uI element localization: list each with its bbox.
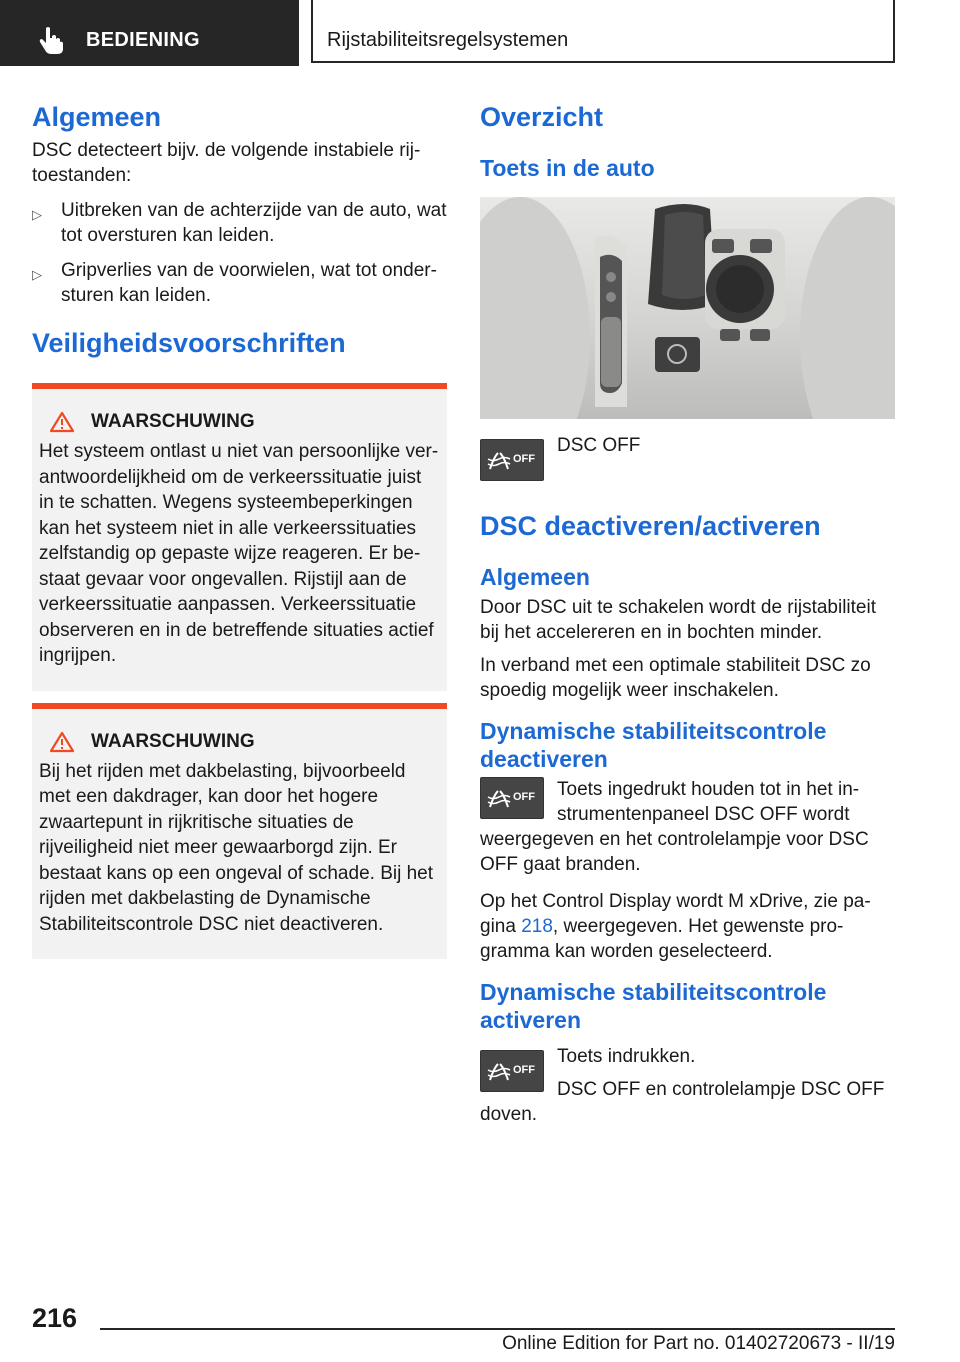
section-title: BEDIENING bbox=[86, 29, 200, 51]
warning-text: Bij het rijden met dakbelasting, bijvoorbeeld met een dakdrager, kan door het hogere zwaartepunt in rijkritische situaties de rijveiligheid niet meer gewaarborgd zijn. Er bestaat kans op een ongeval of schade. Bij het rijden met dakbelasting de Dynamische Stabiliteitscontrole DSC niet deactiveren. bbox=[39, 760, 433, 935]
list-item bbox=[32, 258, 447, 308]
deactivate-heading: DSC deactiveren/activeren bbox=[480, 511, 821, 541]
warning-text: Het systeem ontlast u niet van persoonlijke verantwoordelijkheid om de verkeerssituatie juist in te schatten. Wegens systeembeperkingen kan het systeem niet in alle verkeerssituaties zelfstandig op gepaste wijze reageren. Er bestaat gevaar voor ongevallen. Rijstijl aan de verkeerssituatie aanpassen. Verkeerssituatie observeren en in de betreffende situaties actief ingrijpen. bbox=[39, 441, 439, 666]
deactiveren-text: Toets ingedrukt houden tot in het instrumentenpaneel DSC OFF wordt weergegeven en het controlelampje voor DSC OFF gaat branden. bbox=[480, 779, 869, 875]
left-column bbox=[32, 100, 447, 959]
page-number: 216 bbox=[32, 1303, 78, 1333]
center-console-image bbox=[480, 197, 895, 419]
button-off-label: OFF bbox=[513, 791, 535, 803]
footer-divider bbox=[100, 1328, 895, 1330]
triangle-bullet-icon: ▷ bbox=[32, 207, 42, 222]
activeren-text1: Toets indrukken. bbox=[557, 1046, 696, 1067]
control-display-post: , weergegeven. Het gewenste programma kan worden geselecteerd. bbox=[480, 916, 844, 962]
section-tab bbox=[0, 0, 299, 66]
warning-box bbox=[32, 703, 447, 960]
edition-note: Online Edition for Part no. 01402720673 - II/19 bbox=[502, 1333, 895, 1354]
right-column bbox=[480, 100, 895, 1127]
warning-triangle-icon bbox=[49, 731, 75, 753]
topic-title: Rijstabiliteitsregelsystemen bbox=[327, 29, 569, 51]
button-caption: DSC OFF bbox=[557, 435, 641, 456]
overzicht-heading: Overzicht bbox=[480, 102, 604, 132]
algemeen-subheading: Algemeen bbox=[480, 564, 590, 590]
center-console-photo bbox=[480, 197, 895, 419]
page-218-link[interactable]: 218 bbox=[521, 916, 553, 937]
control-display-pre: Op het Control Display wordt M xDrive, zie pagina bbox=[480, 891, 871, 937]
list-item-text: Gripverlies van de voorwielen, wat tot ondersturen kan leiden. bbox=[61, 260, 437, 306]
warning-title: WAARSCHUWING bbox=[91, 411, 255, 432]
dsc-off-button-icon bbox=[480, 439, 544, 481]
activeren-block bbox=[480, 1044, 895, 1127]
button-off-label: OFF bbox=[513, 1064, 535, 1076]
warning-header bbox=[49, 411, 439, 433]
warning-triangle-icon bbox=[49, 411, 75, 433]
triangle-bullet-icon: ▷ bbox=[32, 267, 42, 282]
activeren-text2: DSC OFF en controlelampje DSC OFF doven. bbox=[480, 1079, 885, 1125]
button-off-label: OFF bbox=[513, 453, 535, 465]
warning-header bbox=[49, 731, 439, 753]
warning-box bbox=[32, 383, 447, 691]
list-item-text: Uitbreken van de achterzijde van de auto, wat tot oversturen kan leiden. bbox=[61, 200, 447, 246]
activeren-heading: Dynamische stabiliteitscontrole activeren bbox=[480, 979, 827, 1033]
algemeen-intro: DSC detecteert bijv. de volgende instabiele rijtoestanden: bbox=[32, 140, 421, 186]
control-display-text bbox=[480, 889, 895, 964]
deactiveren-block bbox=[480, 777, 895, 877]
safety-heading: Veiligheidsvoorschriften bbox=[32, 328, 346, 358]
topic-header bbox=[311, 0, 895, 63]
algemeen-p1: Door DSC uit te schakelen wordt de rijstabiliteit bij het accelereren en in bochten minder. bbox=[480, 597, 877, 643]
warning-title: WAARSCHUWING bbox=[91, 730, 255, 752]
toets-heading: Toets in de auto bbox=[480, 155, 655, 181]
dsc-off-row bbox=[480, 435, 895, 481]
dsc-off-button-icon bbox=[480, 1050, 544, 1092]
deactiveren-heading: Dynamische stabiliteitscontrole deactiveren bbox=[480, 718, 827, 772]
algemeen-heading: Algemeen bbox=[32, 102, 162, 132]
dsc-off-button-icon bbox=[480, 777, 544, 819]
list-item bbox=[32, 198, 447, 248]
hand-pointer-icon bbox=[38, 26, 64, 54]
algemeen-p2: In verband met een optimale stabiliteit DSC zo spoedig mogelijk weer inschakelen. bbox=[480, 655, 871, 701]
